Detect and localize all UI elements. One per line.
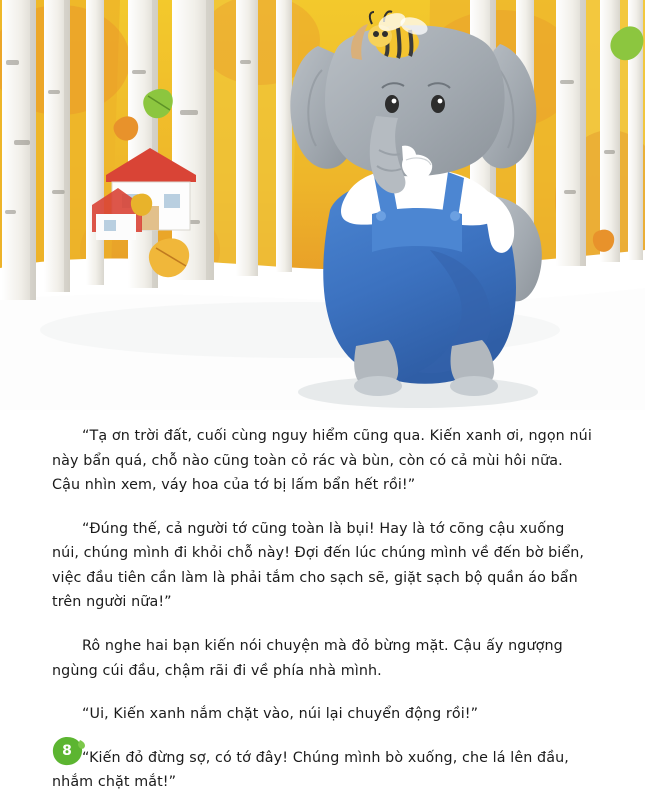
story-paragraph: “Tạ ơn trời đất, cuối cùng nguy hiểm cũng qua. Kiến xanh ơi, ngọn núi này bẩn quá, chỗ nào cũng toàn cỏ rác và bùn, còn có cả mùi hôi nữa. Cậu nhìn xem, váy hoa của tớ bị lấm bẩn hết rồi!” xyxy=(52,428,592,494)
story-paragraph: “Đúng thế, cả người tớ cũng toàn là bụi! Hay là tớ cõng cậu xuống núi, chúng mình đi khỏi chỗ này! Đợi đến lúc chúng mình về đến bờ biển, việc đầu tiên cần làm là phải tắm cho sạch sẽ, giặt sạch bộ quần áo bẩn trên người nữa!” xyxy=(52,520,585,611)
page-number-text: 8 xyxy=(62,743,72,759)
story-text xyxy=(0,410,645,791)
page-number-badge xyxy=(52,736,86,766)
story-paragraph: Rô nghe hai bạn kiến nói chuyện mà đỏ bừng mặt. Cậu ấy ngượng ngùng cúi đầu, chậm rãi đi về phía nhà mình. xyxy=(52,638,563,679)
story-paragraph: “Kiến đỏ đừng sợ, có tớ đây! Chúng mình bò xuống, che lá lên đầu, nhắm chặt mắt!” xyxy=(52,749,569,791)
story-paragraph: “Ui, Kiến xanh nắm chặt vào, núi lại chuyển động rồi!” xyxy=(82,706,479,723)
